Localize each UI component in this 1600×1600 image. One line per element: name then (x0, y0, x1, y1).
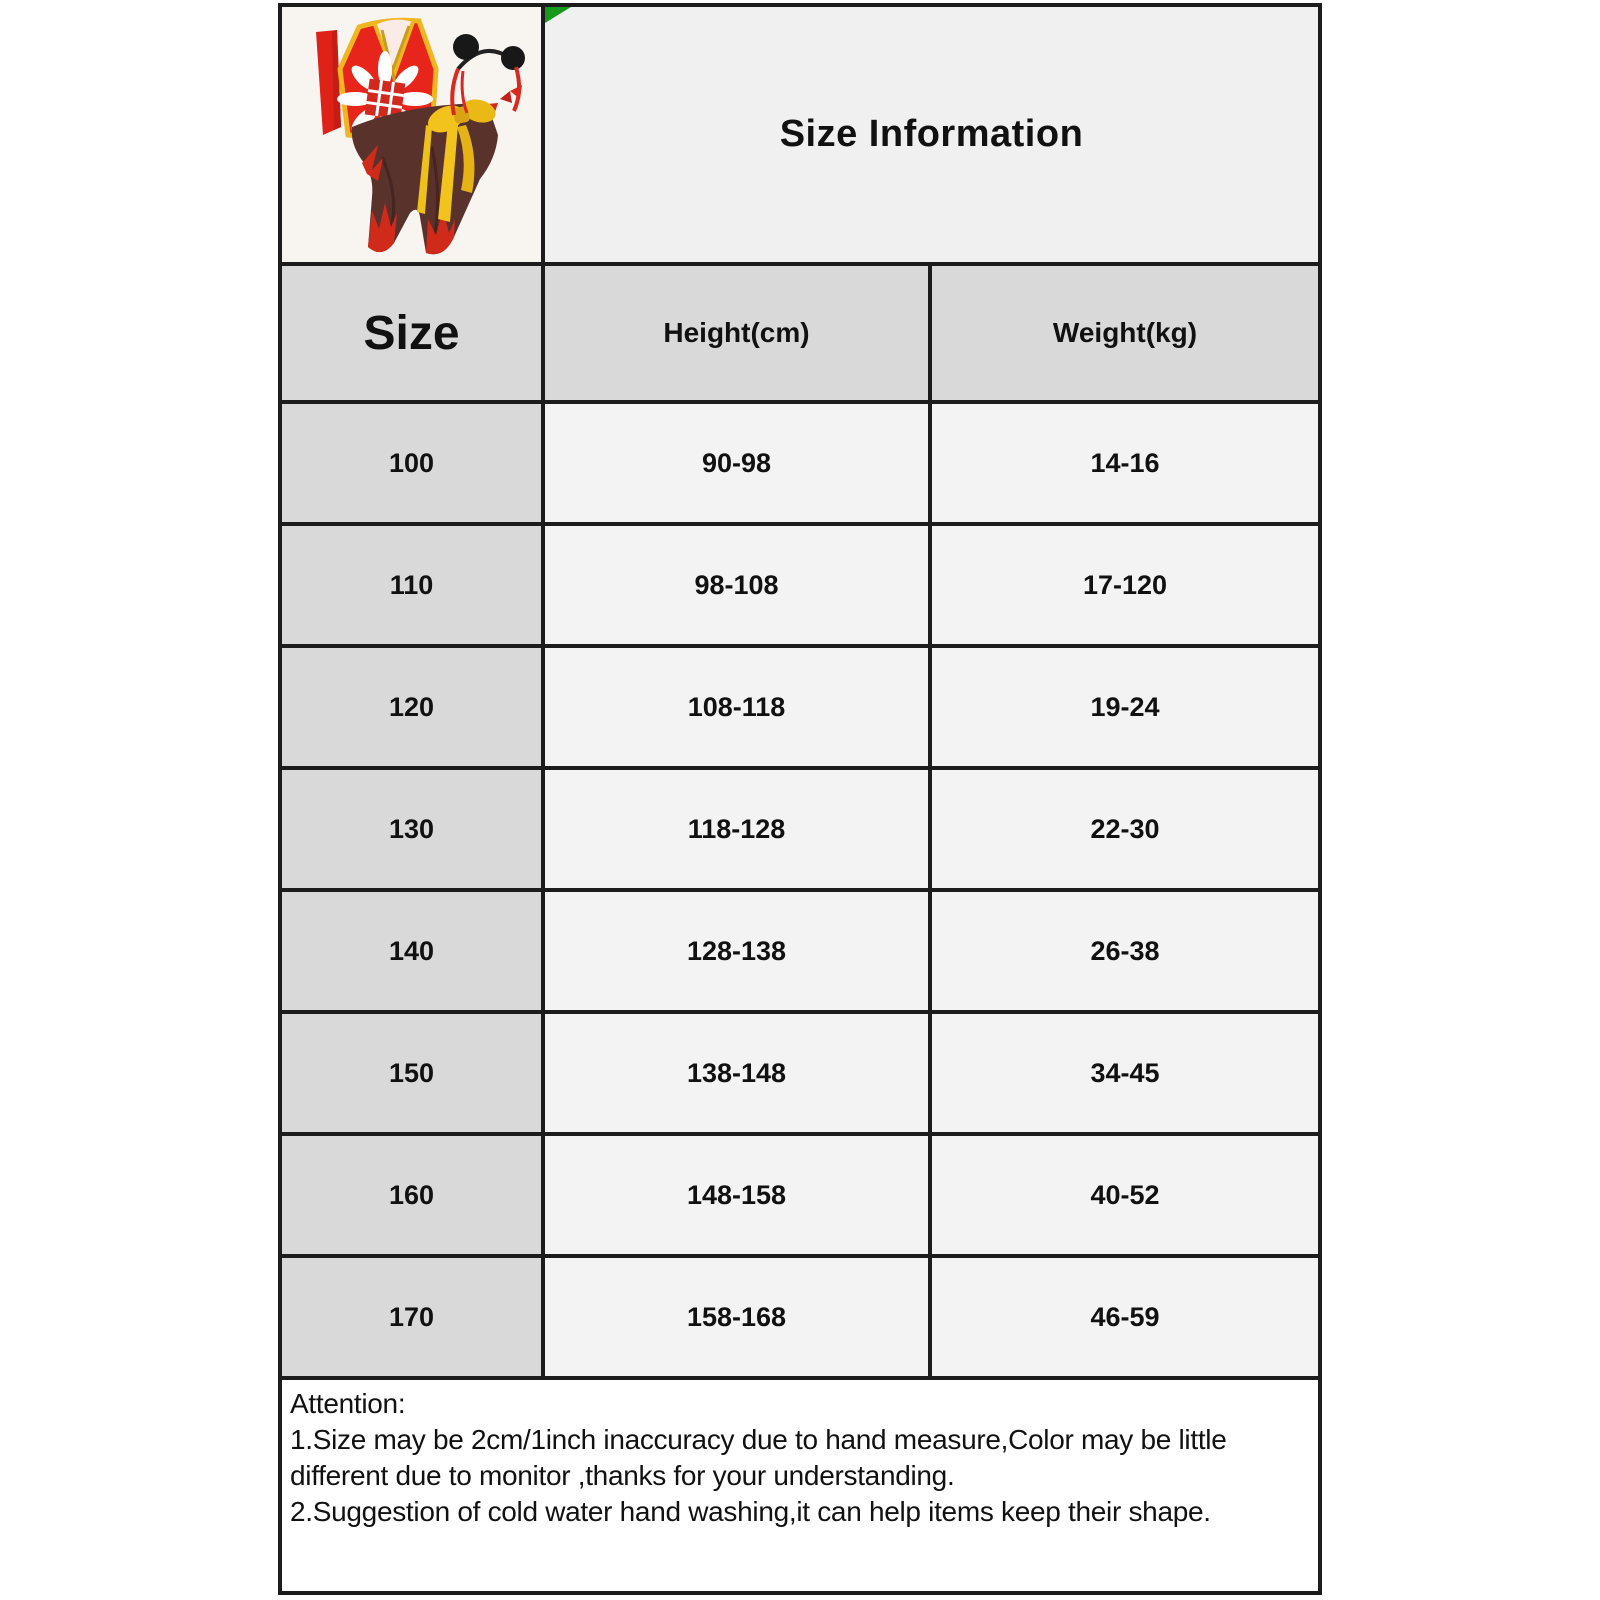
height-cell: 148-158 (545, 1136, 928, 1254)
weight-cell: 14-16 (932, 404, 1318, 522)
weight-cell: 17-120 (932, 526, 1318, 644)
attention-line-1: 1.Size may be 2cm/1inch inaccuracy due to hand measure,Color may be little different due to monitor ,thanks for your understanding. (290, 1424, 1227, 1491)
attention-note (282, 1380, 1318, 1591)
weight-cell: 19-24 (932, 648, 1318, 766)
weight-cell: 26-38 (932, 892, 1318, 1010)
table-title-cell (545, 7, 1318, 262)
product-photo (282, 7, 541, 262)
height-cell: 138-148 (545, 1014, 928, 1132)
attention-line-2: 2.Suggestion of cold water hand washing,it can help items keep their shape. (290, 1496, 1211, 1527)
weight-cell: 46-59 (932, 1258, 1318, 1376)
attention-heading: Attention: (290, 1388, 406, 1419)
weight-cell: 22-30 (932, 770, 1318, 888)
green-corner-marker-icon (545, 7, 571, 23)
size-cell: 130 (282, 770, 541, 888)
height-cell: 90-98 (545, 404, 928, 522)
weight-cell: 34-45 (932, 1014, 1318, 1132)
size-cell: 120 (282, 648, 541, 766)
size-cell: 170 (282, 1258, 541, 1376)
size-cell: 110 (282, 526, 541, 644)
height-cell: 158-168 (545, 1258, 928, 1376)
column-header-size: Size (282, 266, 541, 400)
height-cell: 98-108 (545, 526, 928, 644)
height-cell: 128-138 (545, 892, 928, 1010)
size-information-table (278, 3, 1322, 1595)
weight-cell: 40-52 (932, 1136, 1318, 1254)
product-photo-cell (282, 7, 541, 262)
size-cell: 160 (282, 1136, 541, 1254)
size-cell: 100 (282, 404, 541, 522)
size-cell: 150 (282, 1014, 541, 1132)
column-header-weight: Weight(kg) (932, 266, 1318, 400)
height-cell: 118-128 (545, 770, 928, 888)
size-cell: 140 (282, 892, 541, 1010)
height-cell: 108-118 (545, 648, 928, 766)
table-title: Size Information (779, 113, 1084, 155)
column-header-height: Height(cm) (545, 266, 928, 400)
